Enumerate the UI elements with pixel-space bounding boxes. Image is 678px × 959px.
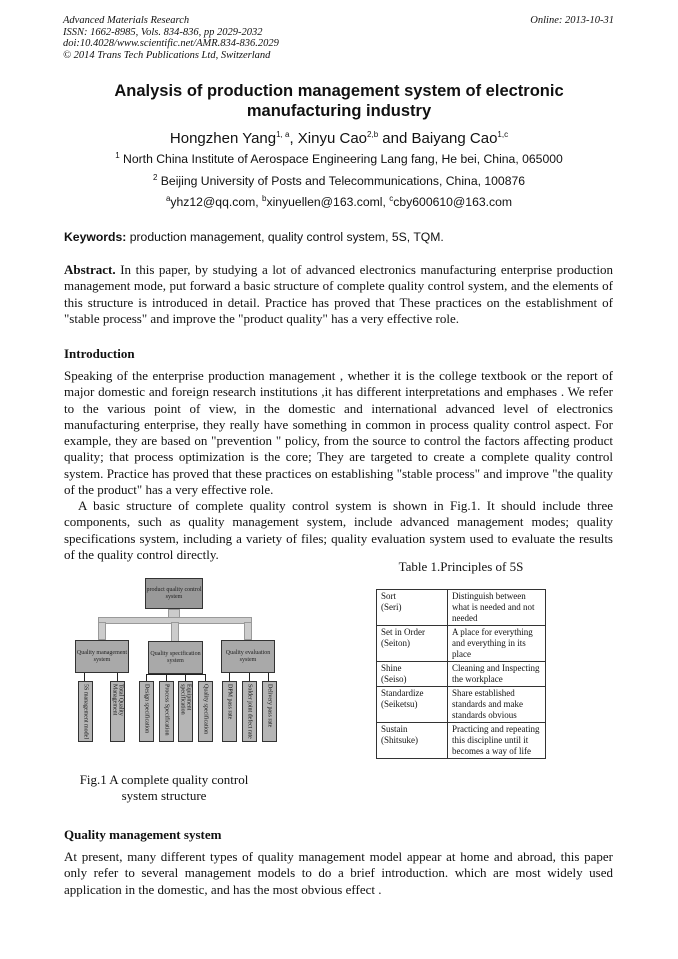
leaf-node: Total Quality Management xyxy=(110,681,125,742)
principle-cell xyxy=(377,662,448,687)
description-cell: Share established standards and make standards obvious xyxy=(448,687,546,723)
arrow-icon xyxy=(244,622,252,640)
aff-text: North China Institute of Aerospace Engineering Lang fang, He bei, China, 065000 xyxy=(123,152,563,167)
description-cell: A place for everything and everything in its place xyxy=(448,626,546,662)
author: Xinyu Cao xyxy=(297,130,368,147)
principle-jp: (Seiketsu) xyxy=(381,699,418,709)
leaf-node: Solder joint defect rate xyxy=(242,681,257,742)
leaf-node: DPM pass rate xyxy=(222,681,237,742)
table-row xyxy=(377,590,546,626)
node-quality-management: Quality management system xyxy=(75,640,129,673)
node-quality-evaluation: Quality evaluation system xyxy=(221,640,275,673)
description-cell: Distinguish between what is needed and not needed xyxy=(448,590,546,626)
principle-jp: (Seiton) xyxy=(381,638,410,648)
sep: and xyxy=(378,130,412,147)
email: yhz12@qq.com, xyxy=(170,195,263,210)
abstract-label: Abstract. xyxy=(64,262,116,277)
author: Hongzhen Yang xyxy=(169,130,277,147)
doi: doi:10.4028/www.scientific.net/AMR.834-836.2029 xyxy=(63,38,279,49)
aff-sup: 2 xyxy=(152,173,158,182)
table-row xyxy=(377,723,546,759)
arrow-icon xyxy=(171,622,179,642)
table-row xyxy=(377,626,546,662)
qms-heading: Quality management system xyxy=(64,827,222,842)
arrow-icon xyxy=(98,622,106,640)
paper-title: Analysis of production management system of electronic manufacturing industry xyxy=(114,82,564,120)
affiliation-1 xyxy=(60,151,618,166)
description-cell: Practicing and repeating this discipline until it becomes a way of life xyxy=(448,723,546,759)
principle-jp: (Seri) xyxy=(381,602,402,612)
copyright: © 2014 Trans Tech Publications Ltd, Switzerland xyxy=(63,49,271,61)
author-sup: 2,b xyxy=(367,130,379,139)
affiliation-2 xyxy=(60,173,618,188)
leaf-node: Quality specification xyxy=(198,681,213,742)
author: Baiyang Cao xyxy=(411,130,498,147)
intro-heading: Introduction xyxy=(64,346,135,361)
table-row xyxy=(377,662,546,687)
principle-term: Shine xyxy=(381,663,402,673)
leaf-node: Design specification xyxy=(139,681,154,742)
table-caption: Table 1.Principles of 5S xyxy=(398,559,524,574)
intro-paragraph-1: Speaking of the enterprise production management , whether it is the college textbook or the report of major domestic and foreign research institutions ,it has different interpretations and emphases . We refer to the various point of view, in the domestic and international advanced level of electronics manufacturing enterprise, they really have something in common in process quality control aspect. For example, they are based on "prevention " policy, from the source to control the factors affecting product quality; that process optimization is the core; They are targeted to create a complete quality control system. Practice has proved that these practices on establishing "stable process" and improve "the quality of the product" has a very effective role. xyxy=(64,368,613,498)
email-sup: b xyxy=(262,194,267,203)
principles-table xyxy=(376,589,546,759)
leaf-node: Equipment specification xyxy=(178,681,193,742)
keywords-text: production management, quality control system, 5S, TQM. xyxy=(126,230,444,244)
sep: , xyxy=(289,130,298,147)
leaf-node: Delivery pass rate xyxy=(262,681,277,742)
online-date: Online: 2013-10-31 xyxy=(530,15,614,26)
intro-paragraph-2: A basic structure of complete quality control system is shown in Fig.1. It should include three components, such as quality management system, include advanced management modes; quality specifications system, including a variety of files; quality evaluation system used to evaluate the results of the quality control directly. xyxy=(64,498,613,562)
table-row xyxy=(377,687,546,723)
abstract xyxy=(64,262,613,327)
qms-paragraph: At present, many different types of quality management model appear at home and abroad, this paper only refer to several management models to do a brief introduction. which are most widely used application in the domestic, and has the most obvious effect . xyxy=(64,849,613,897)
author-sup: 1, a xyxy=(276,130,290,139)
node-quality-specification: Quality specification system xyxy=(148,641,203,674)
emails xyxy=(60,194,618,209)
principle-cell xyxy=(377,590,448,626)
abstract-text: In this paper, by studying a lot of advanced electronics manufacturing enterprise production management mode, put forward a basic structure of complete quality control system, and the elements of this structure is introduced in detail. Practice has proved that These practices on the establishment of "stable process" and improve the "product quality" has a very effective role. xyxy=(64,262,613,326)
caption-line: Fig.1 A complete quality control xyxy=(79,772,249,787)
email-sup: a xyxy=(165,194,171,203)
figure-caption xyxy=(64,772,264,804)
principle-jp: (Shitsuke) xyxy=(381,735,418,745)
principle-term: Standardize xyxy=(381,688,424,698)
email-sup: c xyxy=(389,194,394,203)
authors xyxy=(60,130,618,147)
leaf-node: 5S management model xyxy=(78,681,93,742)
principle-cell xyxy=(377,687,448,723)
keywords xyxy=(64,230,444,244)
email: xinyuellen@163.coml, xyxy=(266,195,390,210)
leaf-node: Process Specification xyxy=(159,681,174,742)
principle-cell xyxy=(377,626,448,662)
keywords-label: Keywords: xyxy=(64,230,127,244)
principle-cell xyxy=(377,723,448,759)
principle-term: Sustain xyxy=(381,724,408,734)
journal-header xyxy=(63,15,279,61)
node-root: product quality control system xyxy=(145,578,203,609)
caption-line: system structure xyxy=(121,788,207,803)
email: cby600610@163.com xyxy=(393,195,513,210)
principle-term: Sort xyxy=(381,591,397,601)
aff-text: Beijing University of Posts and Telecommunications, China, 100876 xyxy=(160,174,526,189)
principle-term: Set in Order xyxy=(381,627,425,637)
author-sup: 1,c xyxy=(497,130,509,139)
description-cell: Cleaning and Inspecting the workplace xyxy=(448,662,546,687)
aff-sup: 1 xyxy=(115,151,120,160)
principle-jp: (Seiso) xyxy=(381,674,407,684)
issn: ISSN: 1662-8985, Vols. 834-836, pp 2029-2032 xyxy=(63,26,263,38)
journal-name: Advanced Materials Research xyxy=(63,15,190,26)
